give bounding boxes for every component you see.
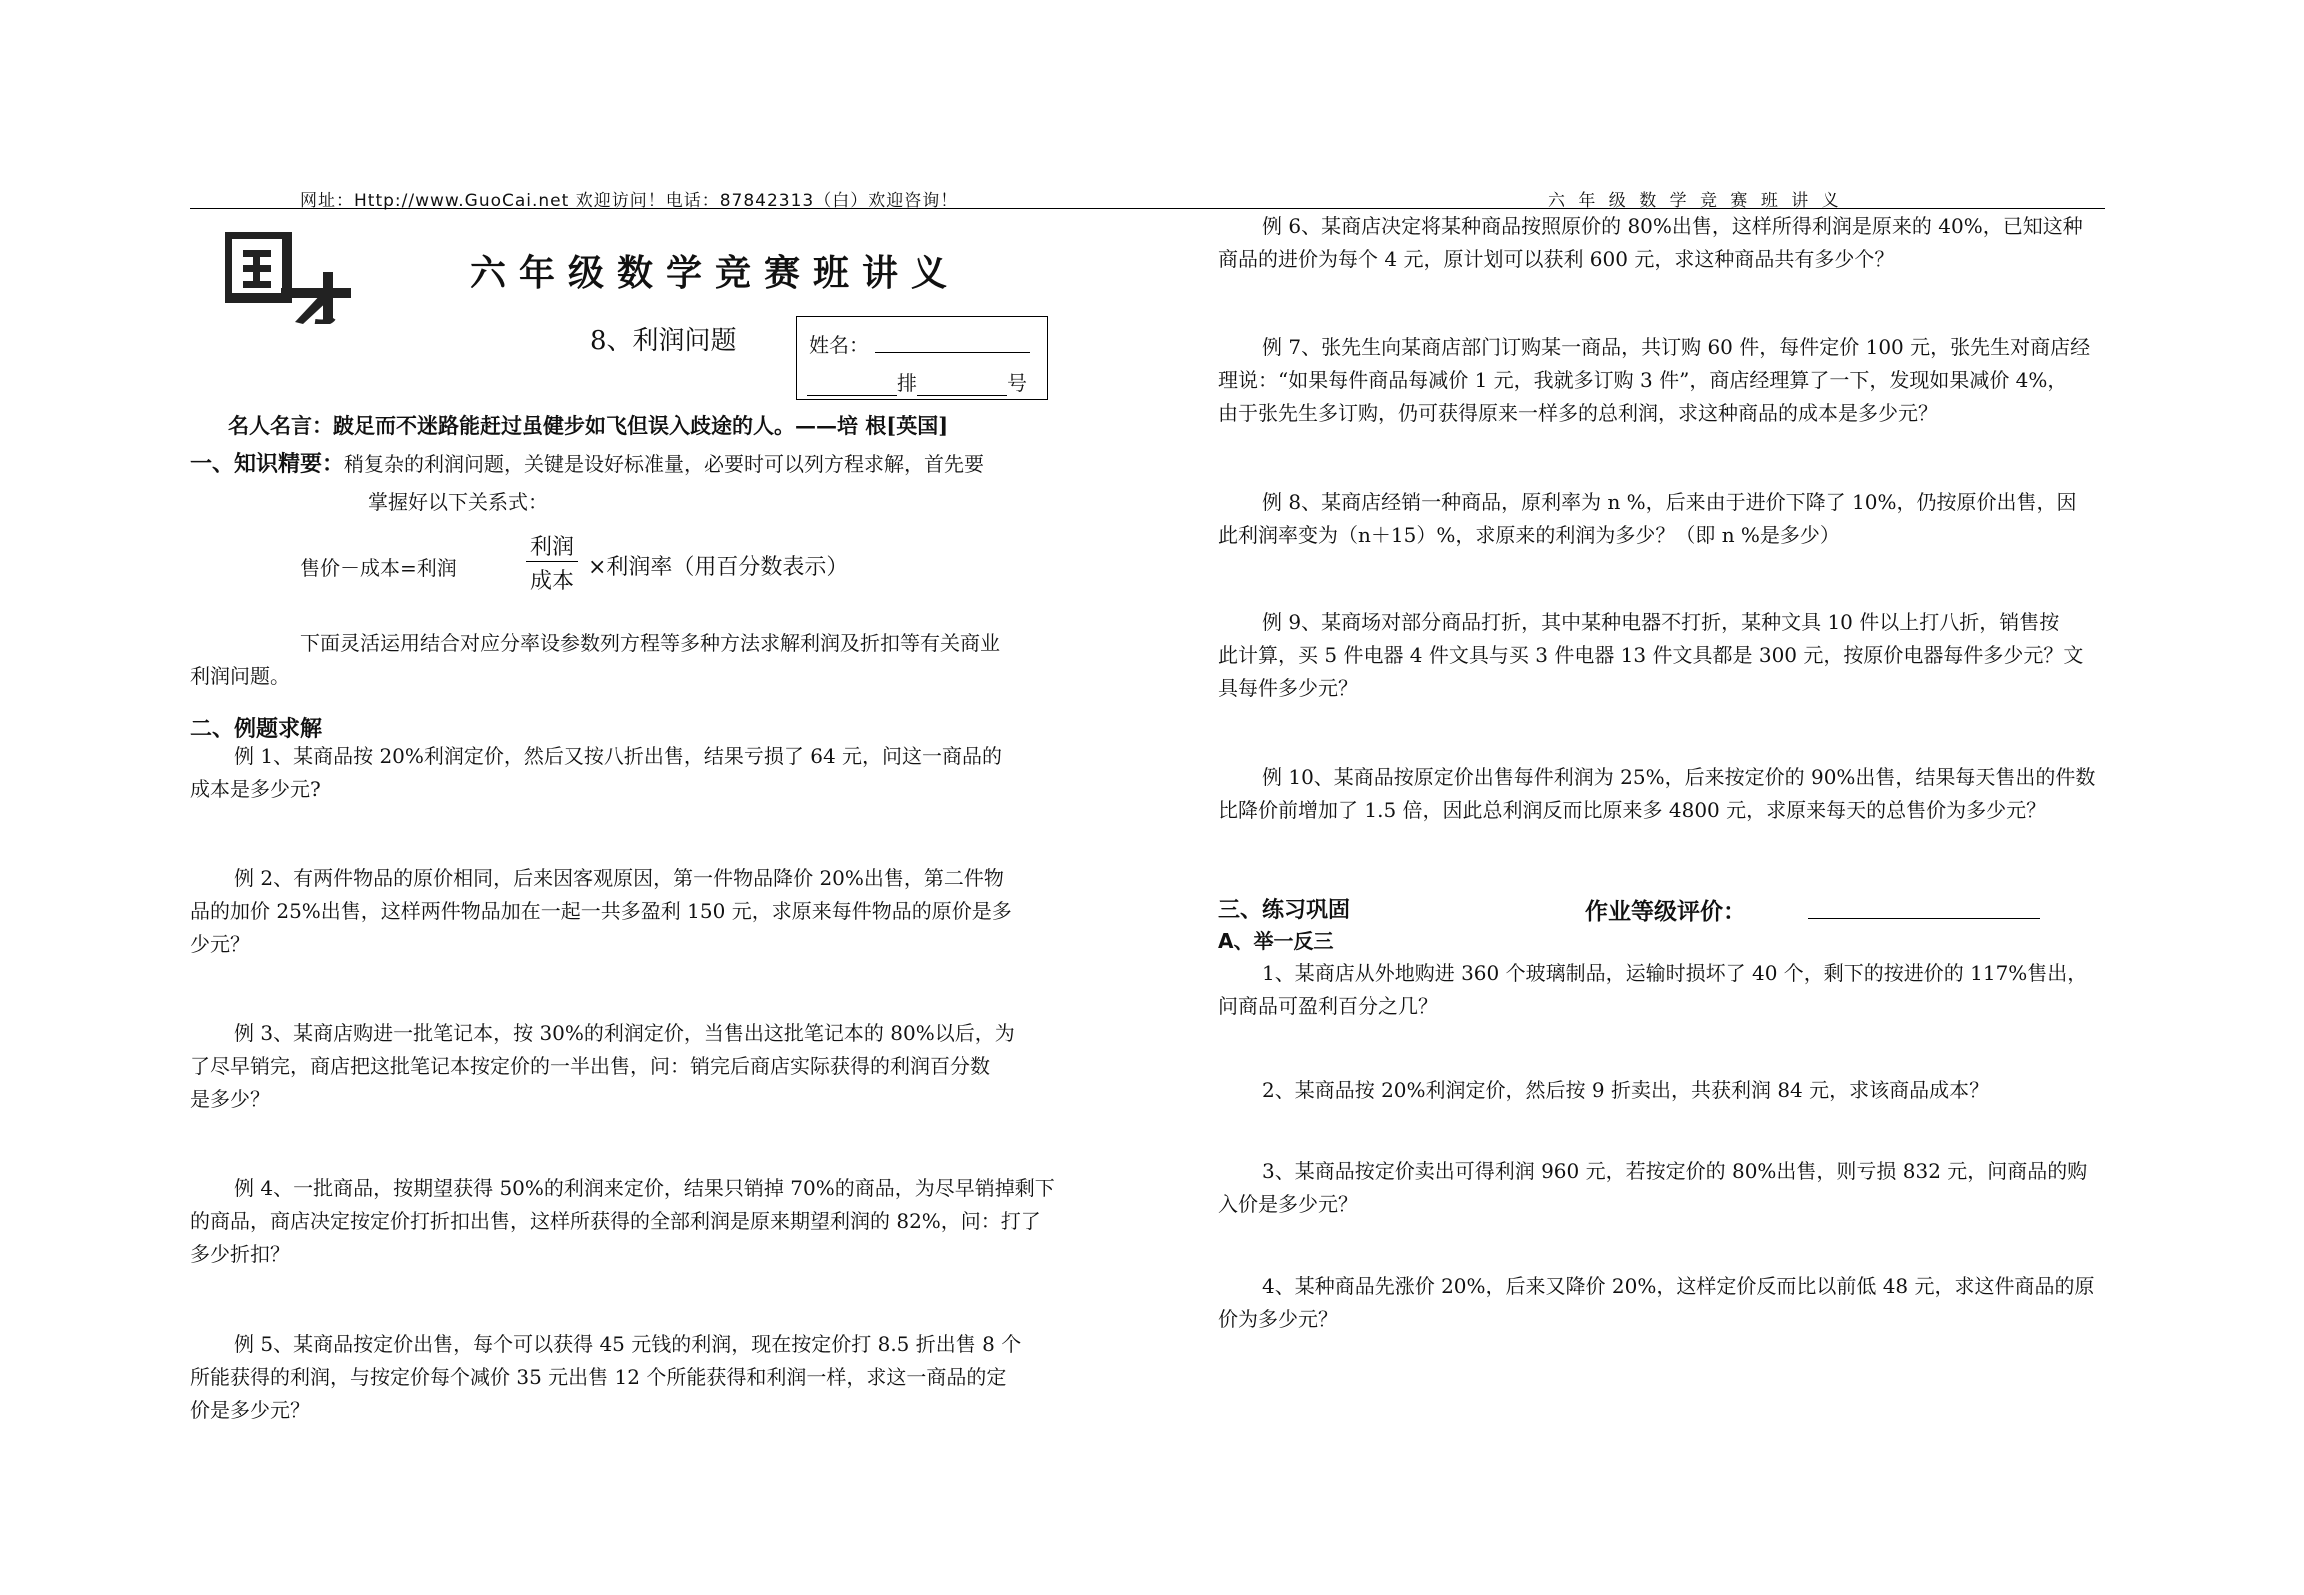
example-4: 例 4、一批商品，按期望获得 50%的利润来定价，结果只销掉 70%的商品，为尽早销掉剩下 的商品，商店决定按定价打折扣出售，这样所获得的全部利润是原来期望利润的 82%，问：打了 多少折扣？ — [190, 1176, 1055, 1266]
page-title: 六年级数学竞赛班讲义 — [470, 252, 961, 294]
lesson-title: 8、利润问题 — [590, 326, 737, 356]
name-label: 姓名： — [809, 333, 869, 357]
name-underline — [875, 352, 1030, 353]
example-1: 例 1、某商品按 20%利润定价，然后又按八折出售，结果亏损了 64 元，问这一商品的 成本是多少元? — [190, 744, 1003, 801]
number-label: 号 — [1007, 371, 1027, 395]
formula-left: 售价－成本=利润 — [300, 556, 457, 580]
practice-4: 4、某种商品先涨价 20%，后来又降价 20%，这样定价反而比以前低 48 元，求这件商品的原 价为多少元？ — [1218, 1274, 2095, 1331]
rank-label: 排 — [897, 371, 917, 395]
profit-fraction — [526, 530, 578, 595]
example-9: 例 9、某商场对部分商品打折，其中某种电器不打折，某种文具 10 件以上打八折，销售按 此计算，买 5 件电器 4 件文具与买 3 件电器 13 件文具都是 300 元，按原价电器每件多少元？文 具每件多少元？ — [1218, 610, 2084, 700]
fraction-denominator: 成本 — [530, 569, 575, 594]
fraction-numerator: 利润 — [526, 530, 578, 562]
example-7: 例 7、张先生向某商店部门订购某一商品，共订购 60 件，每件定价 100 元，张先生对商店经 理说：“如果每件商品每减价 1 元，我就多订购 3 件”，商店经理算了一下，发现如果减价 4%， 由于张先生多订购，仍可获得原来一样多的总利润，求这种商品的成本是多少元？ — [1218, 335, 2091, 425]
formula-right: ×利润率（用百分数表示） — [588, 555, 849, 580]
section1-intro-2: 掌握好以下关系式： — [368, 490, 548, 514]
section1-note-1: 下面灵活运用结合对应分率设参数列方程等多种方法求解利润及折扣等有关商业 — [300, 631, 1000, 655]
practice-1: 1、某商店从外地购进 360 个玻璃制品，运输时损坏了 40 个，剩下的按进价的 117%售出， 问商品可盈利百分之几？ — [1218, 961, 2088, 1018]
example-2: 例 2、有两件物品的原价相同，后来因客观原因，第一件物品降价 20%出售，第二件物 品的加价 25%出售，这样两件物品加在一起一共多盈利 150 元，求原来每件物品的原价是多 少元？ — [190, 866, 1012, 956]
section3-heading: 三、练习巩固 — [1218, 898, 1351, 923]
name-box — [796, 316, 1048, 400]
section1-intro: 一、知识精要：稍复杂的利润问题，关键是设好标准量，必要时可以列方程求解，首先要 — [190, 452, 985, 477]
header-left: 网址：Http://www.GuoCai.net 欢迎访问！电话：87842313（白）欢迎咨询！ — [300, 191, 959, 211]
example-5: 例 5、某商品按定价出售，每个可以获得 45 元钱的利润，现在按定价打 8.5 折出售 8 个 所能获得的利润，与按定价每个减价 35 元出售 12 个所能获得和利润一样，求这一商品的定 价是多少元？ — [190, 1332, 1022, 1422]
example-3: 例 3、某商店购进一批笔记本，按 30%的利润定价，当售出这批笔记本的 80%以后，为 了尽早销完，商店把这批笔记本按定价的一半出售，问：销完后商店实际获得的利润百分数 是多少？ — [190, 1021, 1015, 1111]
section2-heading: 二、例题求解 — [190, 717, 323, 742]
section3-subheading: A、举一反三 — [1218, 929, 1334, 953]
practice-3: 3、某商品按定价卖出可得利润 960 元，若按定价的 80%出售，则亏损 832 元，问商品的购 入价是多少元？ — [1218, 1159, 2088, 1216]
example-10: 例 10、某商品按原定价出售每件利润为 25%，后来按定价的 90%出售，结果每天售出的件数 比降价前增加了 1.5 倍，因此总利润反而比原来多 4800 元，求原来每天的总售价为多少元？ — [1218, 765, 2096, 822]
practice-2: 2、某商品按 20%利润定价，然后按 9 折卖出，共获利润 84 元，求该商品成本？ — [1262, 1078, 1990, 1102]
header-right: 六 年 级 数 学 竞 赛 班 讲 义 — [1548, 191, 1843, 211]
quote: 名人名言：跛足而不迷路能赶过虽健步如飞但误入歧途的人。——培 根[英国] — [228, 413, 949, 438]
example-8: 例 8、某商店经销一种商品，原利率为 n %，后来由于进价下降了 10%，仍按原价出售，因 此利润率变为（n＋15）%，求原来的利润为多少？（即 n %是多少） — [1218, 490, 2077, 547]
header-divider — [190, 208, 2105, 209]
grade-label: 作业等级评价： — [1585, 899, 1746, 925]
section1-heading: 一、知识精要： — [190, 452, 345, 477]
grade-line — [1808, 918, 2040, 919]
example-6: 例 6、某商店决定将某种商品按照原价的 80%出售，这样所得利润是原来的 40%，已知这种 商品的进价为每个 4 元，原计划可以获利 600 元，求这种商品共有多少个？ — [1218, 214, 2083, 271]
section1-note-2: 利润问题。 — [190, 664, 290, 688]
logo — [225, 232, 355, 324]
